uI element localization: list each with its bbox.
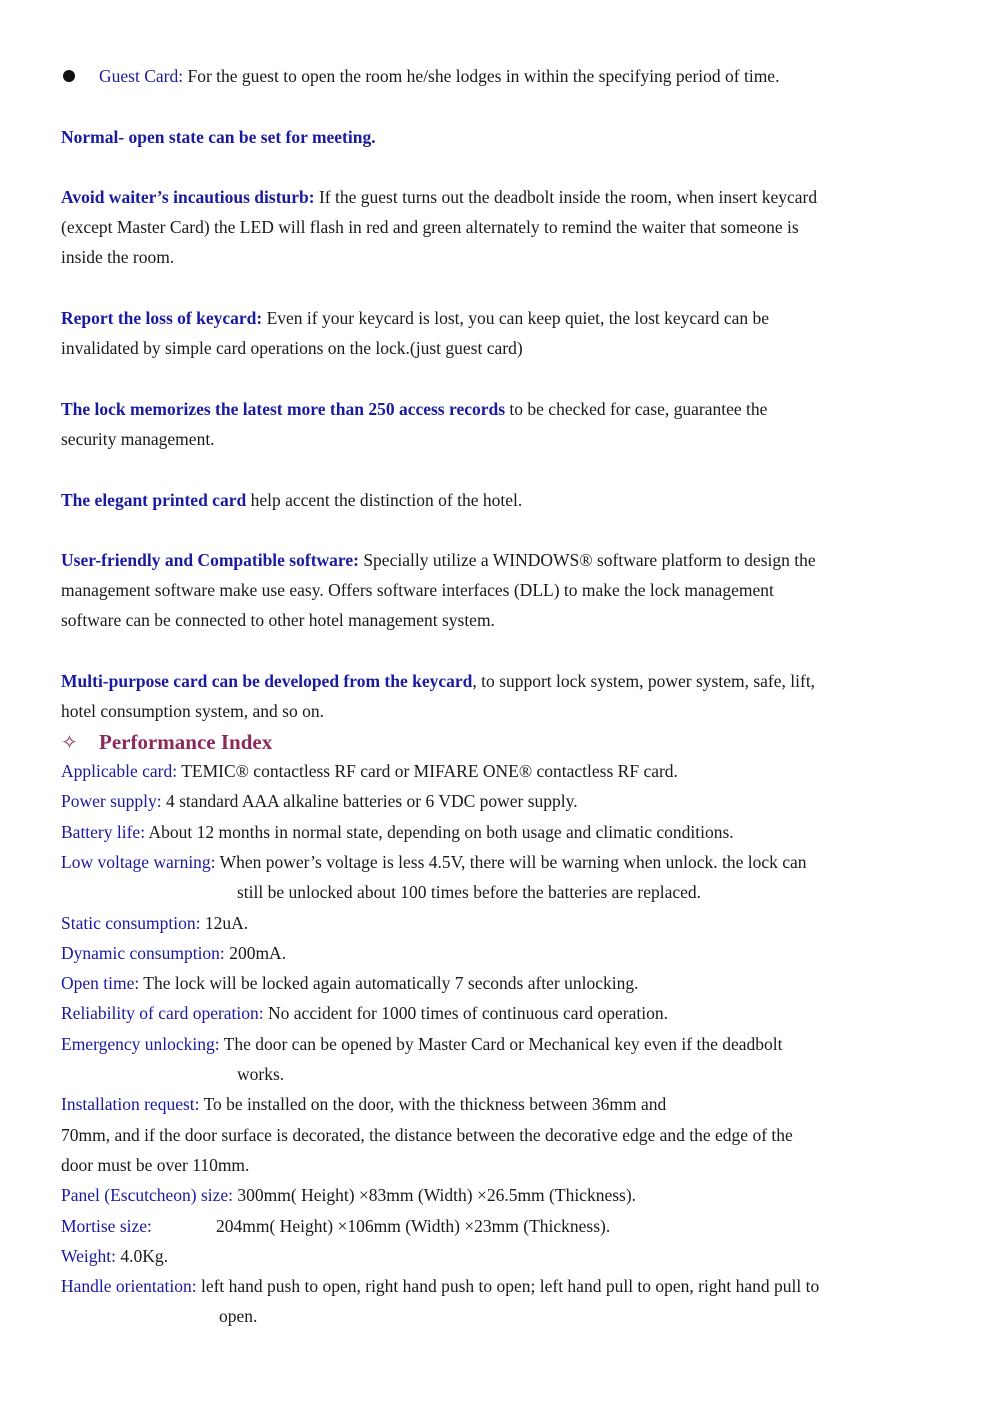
- spec-emergency-cont: works.: [237, 1064, 285, 1084]
- spec-emergency-unlocking: [61, 1029, 782, 1059]
- software-item-line3: software can be connected to other hotel management system.: [61, 610, 495, 630]
- multi-label: Multi-purpose card can be developed from the keycard: [61, 671, 473, 691]
- spec-battery-life: [61, 817, 734, 847]
- spec-dynamic-consumption: [61, 938, 286, 968]
- report-label: Report the loss of keycard:: [61, 308, 263, 328]
- spec-panel-size: [61, 1180, 636, 1210]
- spec-open-time: [61, 968, 639, 998]
- multi-text-1: , to support lock system, power system, safe, lift,: [472, 671, 816, 691]
- spec-power-supply: [61, 786, 578, 816]
- guest-card-label: Guest Card:: [99, 66, 184, 86]
- guest-card-item: [99, 61, 779, 91]
- spec-label: Weight:: [61, 1246, 116, 1266]
- performance-title: Performance Index: [99, 730, 273, 754]
- avoid-item-line2: (except Master Card) the LED will flash in red and green alternately to remind the waiter that someone is: [61, 217, 799, 237]
- spec-label: Installation request:: [61, 1094, 200, 1114]
- spec-reliability: [61, 998, 668, 1028]
- spec-label: Dynamic consumption:: [61, 943, 225, 963]
- spec-label: Battery life:: [61, 822, 146, 842]
- spec-value: left hand push to open, right hand push to open; left hand pull to open, right hand pull to: [196, 1276, 820, 1296]
- software-item-line1: [61, 545, 816, 575]
- star-outline-icon: ✧: [61, 732, 78, 754]
- spec-static-consumption: [61, 908, 248, 938]
- avoid-label: Avoid waiter’s incautious disturb:: [61, 187, 315, 207]
- spec-value: The door can be opened by Master Card or Mechanical key even if the deadbolt: [219, 1034, 783, 1054]
- elegant-label: The elegant printed card: [61, 490, 247, 510]
- elegant-text: help accent the distinction of the hotel.: [246, 490, 523, 510]
- spec-low-voltage: [61, 847, 807, 877]
- normal-open-label: Normal- open state can be set for meeting.: [61, 127, 376, 147]
- elegant-item: [61, 485, 522, 515]
- spec-value: TEMIC® contactless RF card or MIFARE ONE® contactless RF card.: [177, 761, 678, 781]
- spec-label: Low voltage warning:: [61, 852, 216, 872]
- spec-value: To be installed on the door, with the thickness between 36mm and: [199, 1094, 667, 1114]
- avoid-text-1: If the guest turns out the deadbolt inside the room, when insert keycard: [314, 187, 818, 207]
- memorize-label: The lock memorizes the latest more than 250 access records: [61, 399, 506, 419]
- multi-item-line2: hotel consumption system, and so on.: [61, 701, 324, 721]
- spec-mortise-value: 204mm( Height) ×106mm (Width) ×23mm (Thickness).: [216, 1216, 611, 1236]
- spec-installation-cont2: door must be over 110mm.: [61, 1155, 250, 1175]
- guest-card-text: For the guest to open the room he/she lodges in within the specifying period of time.: [183, 66, 780, 86]
- spec-mortise-size: [61, 1211, 152, 1241]
- spec-value: When power’s voltage is less 4.5V, there will be warning when unlock. the lock can: [215, 852, 807, 872]
- spec-value: No accident for 1000 times of continuous card operation.: [263, 1003, 668, 1023]
- spec-label: Mortise size:: [61, 1216, 152, 1236]
- report-item-line2: invalidated by simple card operations on the lock.(just guest card): [61, 338, 523, 358]
- avoid-item-line1: [61, 182, 817, 212]
- spec-applicable-card: [61, 756, 678, 786]
- report-item-line1: [61, 303, 769, 333]
- spec-label: Static consumption:: [61, 913, 201, 933]
- spec-handle-orientation: [61, 1271, 819, 1301]
- spec-handle-cont: open.: [219, 1306, 258, 1326]
- spec-value: 4.0Kg.: [115, 1246, 168, 1266]
- spec-value: The lock will be locked again automatically 7 seconds after unlocking.: [139, 973, 639, 993]
- spec-weight: [61, 1241, 168, 1271]
- spec-label: Emergency unlocking:: [61, 1034, 220, 1054]
- spec-low-voltage-cont: still be unlocked about 100 times before the batteries are replaced.: [237, 882, 702, 902]
- multi-item-line1: [61, 666, 815, 696]
- report-text-1: Even if your keycard is lost, you can keep quiet, the lost keycard can be: [262, 308, 770, 328]
- spec-value: 12uA.: [200, 913, 249, 933]
- spec-installation-cont1: 70mm, and if the door surface is decorated, the distance between the decorative edge and the edge of the: [61, 1125, 793, 1145]
- software-item-line2: management software make use easy. Offers software interfaces (DLL) to make the lock management: [61, 580, 774, 600]
- software-label: User-friendly and Compatible software:: [61, 550, 359, 570]
- bullet-icon: [63, 70, 75, 82]
- spec-label: Reliability of card operation:: [61, 1003, 264, 1023]
- memorize-item-line1: [61, 394, 767, 424]
- memorize-text-1: to be checked for case, guarantee the: [505, 399, 768, 419]
- normal-open-item: [61, 122, 376, 152]
- avoid-item-line3: inside the room.: [61, 247, 175, 267]
- spec-value: 4 standard AAA alkaline batteries or 6 VDC power supply.: [161, 791, 578, 811]
- software-text-1: Specially utilize a WINDOWS® software platform to design the: [358, 550, 816, 570]
- spec-value: 200mA.: [224, 943, 287, 963]
- spec-label: Applicable card:: [61, 761, 178, 781]
- spec-label: Panel (Escutcheon) size:: [61, 1185, 234, 1205]
- spec-label: Power supply:: [61, 791, 162, 811]
- spec-value: About 12 months in normal state, depending on both usage and climatic conditions.: [145, 822, 734, 842]
- spec-label: Open time:: [61, 973, 140, 993]
- memorize-item-line2: security management.: [61, 429, 215, 449]
- spec-installation: [61, 1089, 666, 1119]
- spec-label: Handle orientation:: [61, 1276, 197, 1296]
- performance-heading: [61, 726, 272, 759]
- spec-value: 300mm( Height) ×83mm (Width) ×26.5mm (Thickness).: [233, 1185, 637, 1205]
